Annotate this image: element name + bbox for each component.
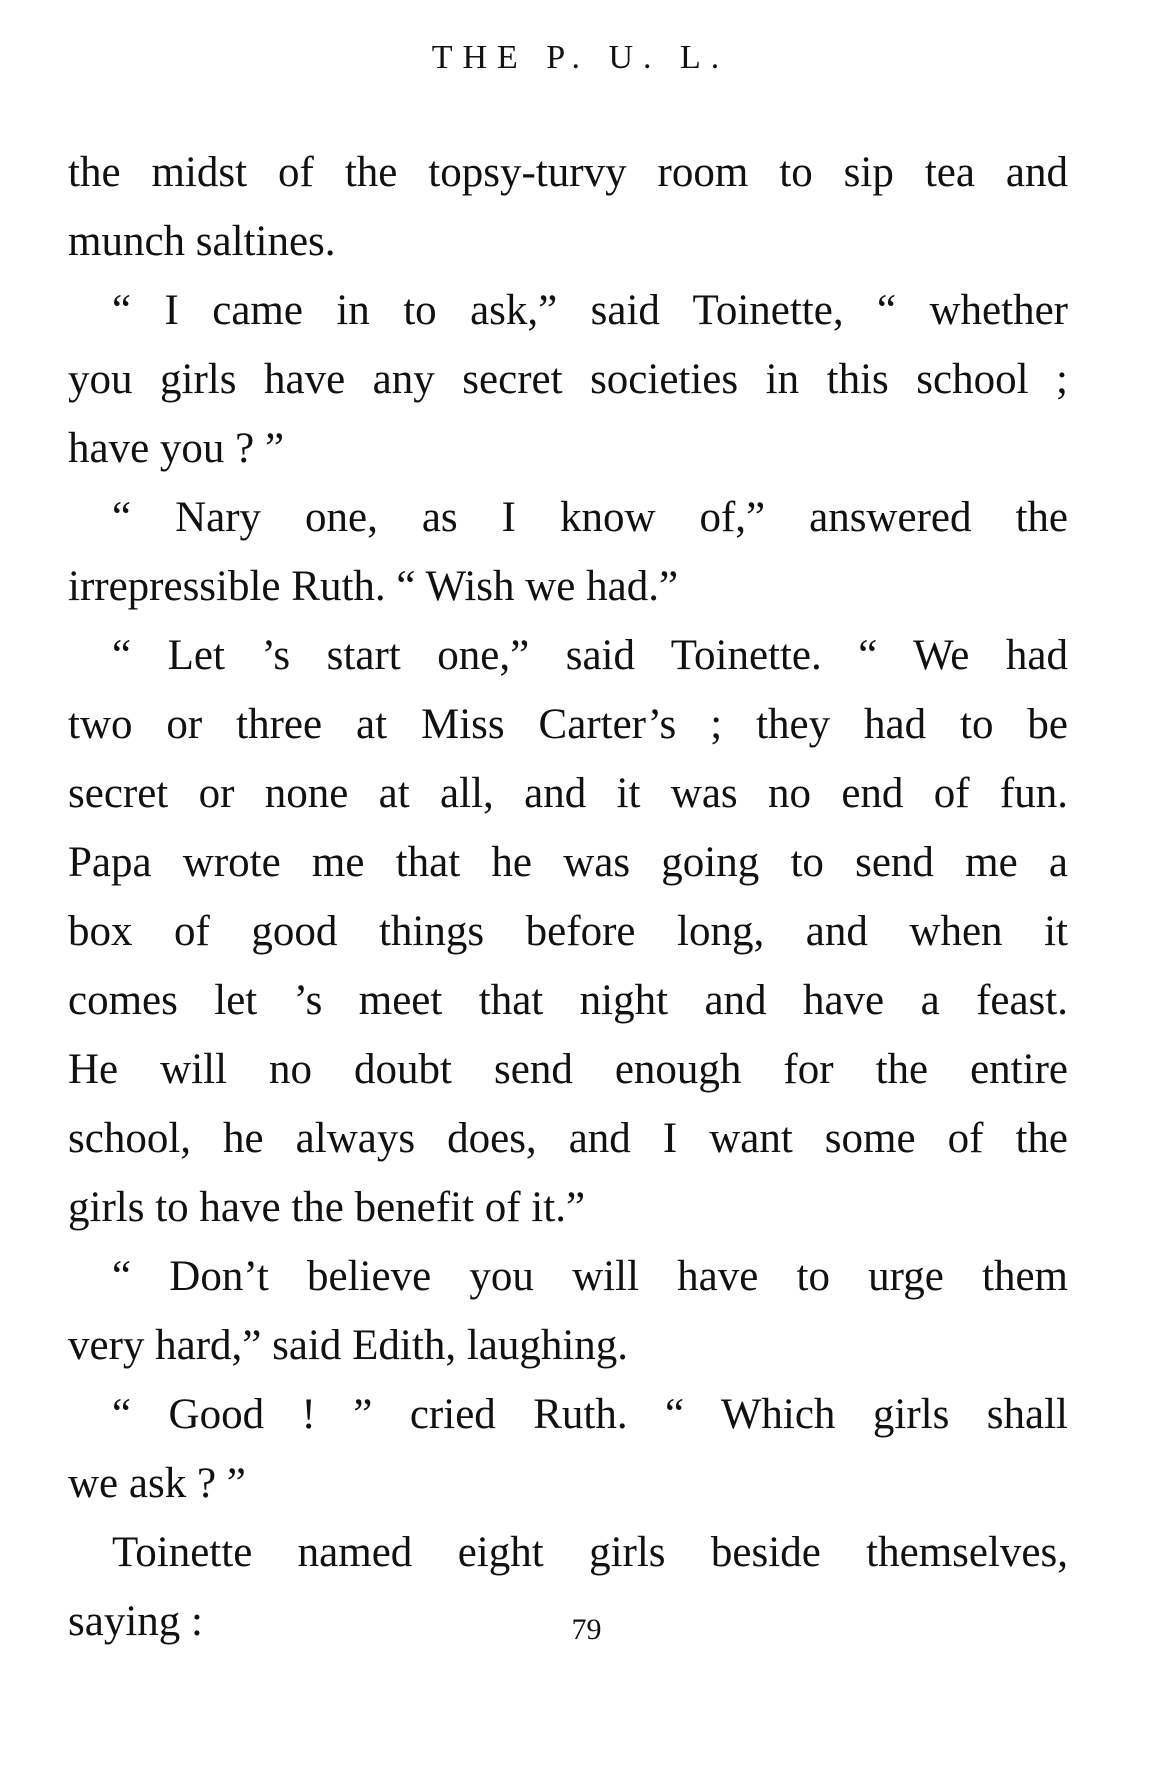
page-number: 79 [571, 1613, 602, 1646]
text-line: “ Don’t believe you will have to urge them [112, 1253, 1068, 1300]
text-line: girls to have the benefit of it.” [68, 1184, 586, 1231]
text-line: “ Good ! ” cried Ruth. “ Which girls shall [112, 1391, 1068, 1438]
running-head: THE P. U. L. [431, 39, 730, 76]
text-line: comes let ’s meet that night and have a feast. [68, 977, 1068, 1024]
text-line: saying : [68, 1598, 203, 1645]
text-line: we ask ? ” [68, 1460, 246, 1507]
text-line: “ Nary one, as I know of,” answered the [112, 494, 1068, 541]
text-line: school, he always does, and I want some of the [68, 1115, 1068, 1162]
text-line: the midst of the topsy-turvy room to sip tea and [68, 149, 1068, 196]
text-line: very hard,” said Edith, laughing. [68, 1322, 629, 1369]
text-line: Papa wrote me that he was going to send me a [68, 839, 1068, 886]
text-line: Toinette named eight girls beside themselves, [112, 1529, 1068, 1576]
text-line: you girls have any secret societies in this school ; [68, 356, 1068, 403]
text-line: two or three at Miss Carter’s ; they had to be [68, 701, 1068, 748]
text-line: He will no doubt send enough for the entire [68, 1046, 1068, 1093]
text-line: “ Let ’s start one,” said Toinette. “ We had [112, 632, 1068, 679]
text-line: have you ? ” [68, 425, 285, 472]
text-line: “ I came in to ask,” said Toinette, “ whether [112, 287, 1068, 334]
text-line: irrepressible Ruth. “ Wish we had.” [68, 563, 679, 610]
text-line: munch saltines. [68, 218, 336, 265]
text-line: box of good things before long, and when it [68, 908, 1068, 955]
body-text [68, 138, 1068, 1656]
text-line: secret or none at all, and it was no end of fun. [68, 770, 1068, 817]
